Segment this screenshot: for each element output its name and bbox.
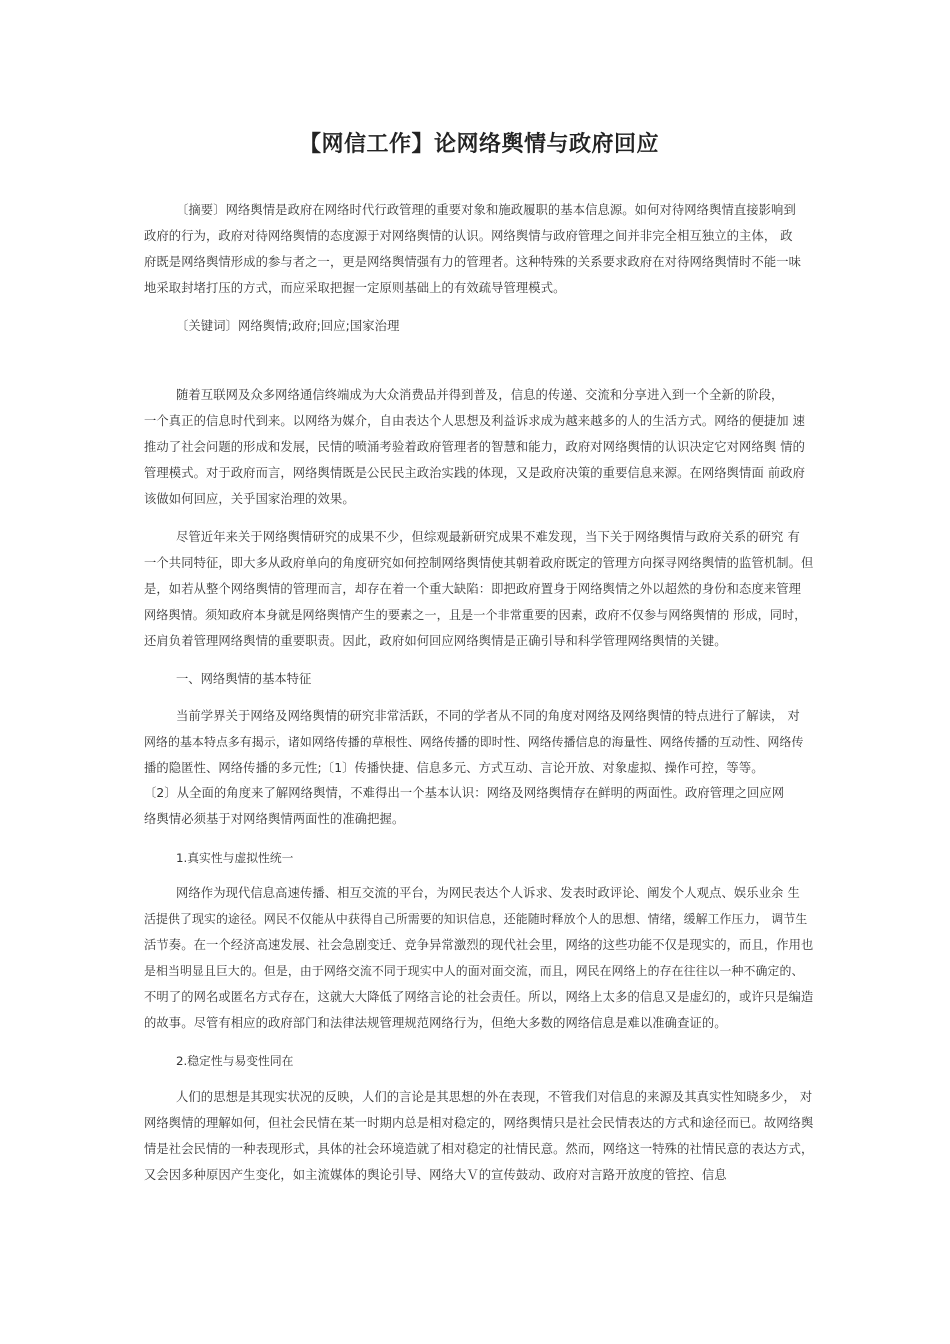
paragraph-line: 网络舆情的理解如何，但社会民情在某一时期内总是相对稳定的，网络舆情只是社会民情表达的方式和途径而已。故网络舆 [144,1116,814,1130]
paragraph-line: 的故事。尽管有相应的政府部门和法律法规管理规范网络行为，但绝大多数的网络信息是难以准确查证的。 [144,1016,727,1030]
paragraph-line: 推动了社会问题的形成和发展，民情的喷涌考验着政府管理者的智慧和能力，政府对网络舆情的认识决定它对网络舆 情的 [144,440,806,454]
paragraph-line: 尽管近年来关于网络舆情研究的成果不少，但综观最新研究成果不难发现，当下关于网络舆情与政府关系的研究 有 [176,530,800,544]
paragraph-line: 播的隐匿性、网络传播的多元性;〔1〕传播快捷、信息多元、方式互动、言论开放、对象虚拟、操作可控，等等。 [144,761,764,775]
paragraph-line: 还肩负着管理网络舆情的重要职责。因此，政府如何回应网络舆情是正确引导和科学管理网络舆情的关键。 [144,634,727,648]
body-paragraph [144,382,814,512]
paragraph-line: 一个真正的信息时代到来。以网络为媒介，自由表达个人思想及利益诉求成为越来越多的人的生活方式。网络的便捷加 速 [144,414,806,428]
subsection-heading: 1.真实性与虚拟性统一 [176,851,294,865]
body-paragraph [144,880,814,1036]
paragraph-line: 〔2〕从全面的角度来了解网络舆情，不难得出一个基本认识：网络及网络舆情存在鲜明的两面性。政府管理之回应网 [144,786,785,800]
paragraph-line: 又会因多种原因产生变化，如主流媒体的舆论引导、网络大Ｖ的宣传鼓动、政府对言路开放度的管控、信息 [144,1168,727,1182]
paragraph-line: 网络的基本特点多有揭示，诸如网络传播的草根性、网络传播的即时性、网络传播信息的海量性、网络传播的互动性、网络传 [144,735,804,749]
paragraph-line: 不明了的网名或匿名方式存在，这就大大降低了网络言论的社会责任。所以，网络上太多的信息又是虚幻的，或许只是编造 [144,990,814,1004]
body-paragraph-continued [144,780,814,832]
keywords-line: 〔关键词〕网络舆情;政府;回应;国家治理 [176,319,400,333]
abstract-line: 〔摘要〕网络舆情是政府在网络时代行政管理的重要对象和施政履职的基本信息源。如何对待网络舆情直接影响到 [176,203,796,217]
paragraph-line: 管理模式。对于政府而言，网络舆情既是公民民主政治实践的体现，又是政府决策的重要信息来源。在网络舆情面 前政府 [144,466,806,480]
paragraph-line: 活提供了现实的途径。网民不仅能从中获得自己所需要的知识信息，还能随时释放个人的思想、情绪，缓解工作压力， 调节生 [144,912,808,926]
keywords-paragraph [144,313,814,339]
paragraph-line: 是相当明显且巨大的。但是，由于网络交流不同于现实中人的面对面交流，而且，网民在网络上的存在往往以一种不确定的、 [144,964,804,978]
paragraph-line: 当前学界关于网络及网络舆情的研究非常活跃，不同的学者从不同的角度对网络及网络舆情的特点进行了解读， 对 [176,709,800,723]
paragraph-line: 人们的思想是其现实状况的反映，人们的言论是其思想的外在表现，不管我们对信息的来源及其真实性知晓多少， 对 [176,1090,813,1104]
paragraph-line: 网络作为现代信息高速传播、相互交流的平台，为网民表达个人诉求、发表时政评论、阐发个人观点、娱乐业余 生 [176,886,800,900]
document-title: 【网信工作】论网络舆情与政府回应 [298,132,659,157]
section-heading: 一、网络舆情的基本特征 [176,672,312,686]
abstract-line: 府既是网络舆情形成的参与者之一，更是网络舆情强有力的管理者。这种特殊的关系要求政府在对待网络舆情时不能一味 [144,255,802,269]
body-paragraph [144,703,814,781]
abstract-line: 地采取封堵打压的方式，而应采取把握一定原则基础上的有效疏导管理模式。 [144,281,566,295]
body-paragraph [144,524,814,654]
abstract-paragraph [144,197,814,301]
paragraph-line: 该做如何回应，关乎国家治理的效果。 [144,492,355,506]
paragraph-line: 一个共同特征，即大多从政府单向的角度研究如何控制网络舆情使其朝着政府既定的管理方向探寻网络舆情的监管机制。但 [144,556,814,570]
paragraph-line: 网络舆情。须知政府本身就是网络舆情产生的要素之一，且是一个非常重要的因素，政府不仅参与网络舆情的 形成，同时， [144,608,807,622]
subsection-heading: 2.稳定性与易变性同在 [176,1054,294,1068]
body-paragraph [144,1084,814,1188]
abstract-line: 政府的行为，政府对待网络舆情的态度源于对网络舆情的认识。网络舆情与政府管理之间并非完全相互独立的主体， 政 [144,229,793,243]
paragraph-line: 是，如若从整个网络舆情的管理而言，却存在着一个重大缺陷：即把政府置身于网络舆情之外以超然的身份和态度来管理 [144,582,802,596]
paragraph-line: 活节奏。在一个经济高速发展、社会急剧变迁、竞争异常激烈的现代社会里，网络的这些功能不仅是现实的，而且，作用也 [144,938,814,952]
paragraph-line: 情是社会民情的一种表现形式，具体的社会环境造就了相对稳定的社情民意。然而，网络这一特殊的社情民意的表达方式， [144,1142,814,1156]
paragraph-line: 络舆情必须基于对网络舆情两面性的准确把握。 [144,812,405,826]
paragraph-line: 随着互联网及众多网络通信终端成为大众消费品并得到普及，信息的传递、交流和分享进入到一个全新的阶段， [176,388,784,402]
